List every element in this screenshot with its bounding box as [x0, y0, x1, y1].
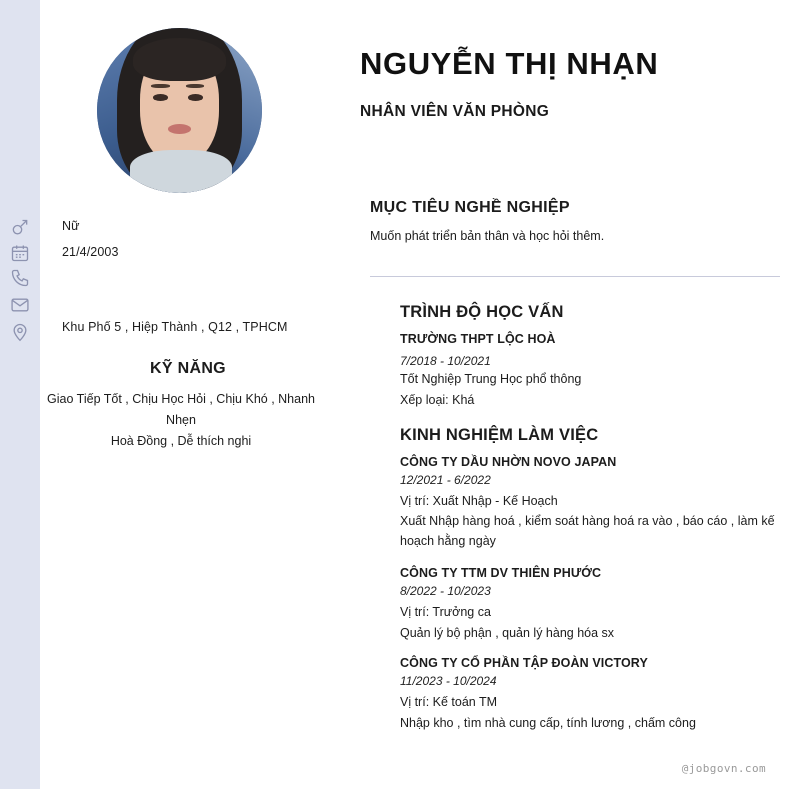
right-column	[360, 0, 800, 789]
skills-heading: KỸ NĂNG	[150, 360, 226, 377]
date-of-birth-value: 21/4/2003	[62, 245, 119, 259]
phone-icon	[10, 268, 30, 288]
page-title: NGUYỄN THỊ NHẠN	[360, 46, 659, 81]
experience-position: Vị trí: Kế toán TM	[400, 695, 498, 709]
gender-value: Nữ	[62, 219, 80, 233]
experience-company: CÔNG TY CỔ PHẦN TẬP ĐOÀN VICTORY	[400, 656, 648, 670]
experience-company: CÔNG TY DẦU NHỜN NOVO JAPAN	[400, 455, 617, 469]
skills-body	[40, 389, 322, 452]
experience-duties: Quản lý bộ phận , quản lý hàng hóa sx	[400, 626, 615, 640]
education-detail-2: Xếp loại: Khá	[400, 393, 475, 407]
education-detail-1: Tốt Nghiệp Trung Học phổ thông	[400, 372, 582, 386]
objective-text: Muốn phát triển bản thân và học hỏi thêm.	[370, 229, 605, 243]
watermark: @jobgovn.com	[681, 762, 766, 775]
experience-date: 8/2022 - 10/2023	[400, 584, 491, 598]
avatar	[97, 28, 262, 193]
experience-duties: Xuất Nhập hàng hoá , kiểm soát hàng hoá ra vào , báo cáo , làm kế hoạch hằng ngày	[400, 514, 775, 548]
education-date: 7/2018 - 10/2021	[400, 354, 491, 368]
experience-date: 11/2023 - 10/2024	[400, 674, 497, 688]
skills-line-2: Hoà Đồng , Dễ thích nghi	[110, 434, 252, 448]
gender-icon	[10, 218, 30, 238]
left-icon-rail	[0, 0, 40, 789]
mail-icon	[10, 295, 30, 315]
experience-heading: KINH NGHIỆM LÀM VIỆC	[400, 426, 599, 444]
left-column	[40, 0, 340, 789]
job-title: NHÂN VIÊN VĂN PHÒNG	[360, 103, 550, 120]
education-school: TRƯỜNG THPT LỘC HOÀ	[400, 332, 556, 346]
objective-heading: MỤC TIÊU NGHỀ NGHIỆP	[370, 199, 570, 216]
skills-line-1: Giao Tiếp Tốt , Chịu Học Hỏi , Chịu Khó , Nhanh Nhẹn	[47, 392, 315, 427]
calendar-icon	[10, 243, 30, 263]
experience-company: CÔNG TY TTM DV THIÊN PHƯỚC	[400, 566, 602, 580]
experience-date: 12/2021 - 6/2022	[400, 473, 491, 487]
section-divider	[370, 276, 780, 277]
experience-position: Vị trí: Xuất Nhập - Kế Hoạch	[400, 494, 558, 508]
education-heading: TRÌNH ĐỘ HỌC VẤN	[400, 303, 564, 321]
experience-position: Vị trí: Trưởng ca	[400, 605, 491, 619]
experience-duties: Nhập kho , tìm nhà cung cấp, tính lương , chấm công	[400, 716, 696, 730]
location-pin-icon	[10, 322, 30, 342]
address-value: Khu Phố 5 , Hiệp Thành , Q12 , TPHCM	[62, 320, 288, 334]
